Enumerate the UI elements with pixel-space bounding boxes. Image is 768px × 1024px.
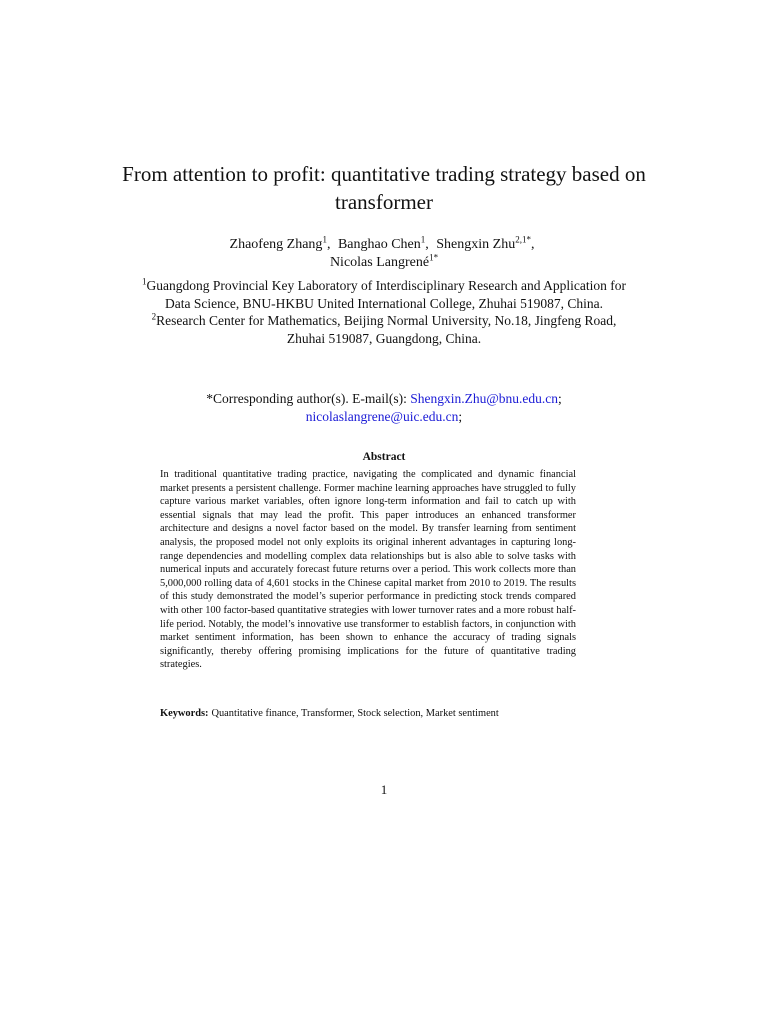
corresponding-authors xyxy=(100,390,668,426)
author-affiliation-mark: 1 xyxy=(420,234,426,245)
affiliation-text: Research Center for Mathematics, Beijing Normal University, No.18, Jingfeng Road, Zhuhai 519087, Guangdong, China. xyxy=(156,313,617,346)
affiliation-mark: 1 xyxy=(142,276,147,287)
author xyxy=(337,234,433,252)
author-name: Shengxin Zhu xyxy=(436,237,516,252)
affiliation xyxy=(140,277,628,312)
affiliation-list xyxy=(140,277,628,347)
author xyxy=(229,234,335,252)
author-list xyxy=(100,236,668,272)
email-link-zhu[interactable]: Shengxin.Zhu@bnu.edu.cn xyxy=(410,391,558,406)
keywords xyxy=(160,707,576,721)
keywords-text: Quantitative finance, Transformer, Stock selection, Market sentiment xyxy=(211,708,499,719)
affiliation xyxy=(140,312,628,347)
keywords-label: Keywords: xyxy=(160,708,209,719)
affiliation-mark: 2 xyxy=(151,311,157,322)
author-affiliation-mark: 1 xyxy=(322,234,327,245)
author-affiliation-mark: 1* xyxy=(429,252,439,263)
affiliation-text: Guangdong Provincial Key Laboratory of Interdisciplinary Research and Application for Data Science, BNU-HKBU United International College, Zhuhai 519087, China. xyxy=(146,278,626,311)
paper-title: From attention to profit: quantitative trading strategy based on transformer xyxy=(122,162,646,214)
author-separator: , xyxy=(326,237,331,252)
page-number: 1 xyxy=(380,782,388,797)
email-separator: ; xyxy=(458,409,463,424)
author-affiliation-mark: 2,1* xyxy=(515,234,531,245)
author xyxy=(329,252,439,270)
author-name: Banghao Chen xyxy=(337,237,421,252)
email-separator: ; xyxy=(558,391,562,406)
author-separator: , xyxy=(425,237,429,252)
author xyxy=(436,234,538,252)
abstract-heading: Abstract xyxy=(362,451,406,463)
author-separator: , xyxy=(530,237,535,252)
author-name: Nicolas Langrené xyxy=(329,255,430,270)
email-link-langrene[interactable]: nicolaslangrene@uic.edu.cn xyxy=(305,409,459,424)
corresponding-prefix: *Corresponding author(s). E-mail(s): xyxy=(206,391,407,406)
author-name: Zhaofeng Zhang xyxy=(229,237,323,252)
abstract-text: In traditional quantitative trading practice, navigating the complicated and dynamic financial market presents a persistent challenge. Former machine learning approaches have struggled to fully capture various market variables, often ignore long-term information and fail to catch up with essential signals that may lead the profit. This paper introduces an enhanced transformer architecture and designs a novel factor based on the model. By transfer learning from sentiment analysis, the proposed model not only exploits its original inherent advantages in capturing long-range dependencies and modelling complex data relationships but is also able to solve tasks with numerical inputs and accurately forecast future returns over a period. This work collects more than 5,000,000 rolling data of 4,601 stocks in the Chinese capital market from 2010 to 2019. The results of this study demonstrated the model’s superior performance in predicting stock trends compared with other 100 factor-based quantitative strategies with lower turnover rates and a more robust half-life period. Notably, the model’s innovative use transformer to establish factors, in conjunction with market sentiment information, has been shown to enhance the accuracy of trading signals significantly, thereby offering promising implications for the future of quantitative trading strategies. xyxy=(160,469,576,671)
